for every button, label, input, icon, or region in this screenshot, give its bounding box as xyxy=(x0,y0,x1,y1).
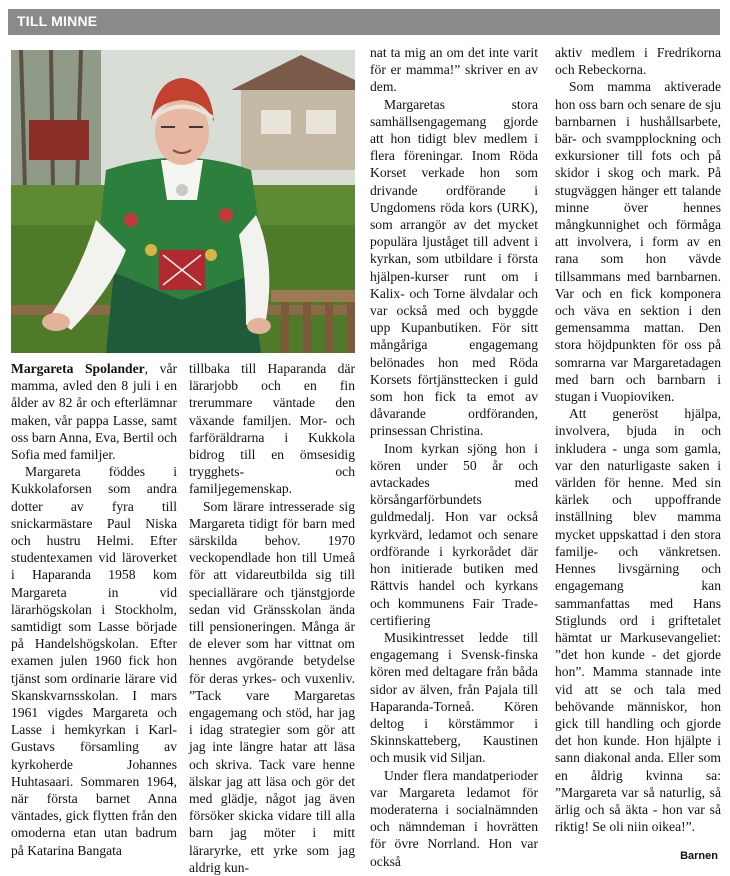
text-column-2 xyxy=(189,360,355,876)
paragraph: aktiv medlem i Fredrikorna och Rebeckorna. xyxy=(555,45,721,78)
paragraph: Under flera mandatperioder var Margareta ledamot för moderaterna i socialnämnden och nämndeman i hovrätten för övre Norrland. Hon var också xyxy=(370,767,538,869)
text-column-4 xyxy=(555,44,721,835)
section-title: TILL MINNE xyxy=(17,13,98,29)
signature: Barnen xyxy=(680,850,718,862)
portrait-illustration xyxy=(11,50,355,353)
paragraph: Som mamma aktiverade hon oss barn och senare de sju barnbarnen i hushållsarbete, bär- och svampplockning och exkursioner till fots och på skidor i skog och mark. På stugväggen hänger ett talande minne över hennes mångkunnighet och förmåga att involvera, i form av en rana som hon vävde tillsammans med barnbarnen. Var och en fick komponera och väva en sektion i den gemensamma mattan. Den stora höjdpunkten för oss på somrarna var Margaretadagen med barn och barnbarn i stugan i Vuopioviken. xyxy=(555,79,721,405)
paragraph: Margareta föddes i Kukkolaforsen som andra dotter av fyra till snickarmästare Paul Niska och hustru Helmi. Efter studentexamen vid läroverket i Haparanda 1958 kom Margareta in vid lärarhögskolan i Stockholm, samtidigt som Lasse började på Handelshögskolan. Efter examen julen 1960 fick hon tjänst som ordinarie lärare vid Skanskvarnsskolan. I mars 1961 vigdes Margareta och Lasse i hemkyrkan i Karl-Gustavs församling av kyrkoherde Johannes Huhtasaari. Sommaren 1964, när första barnet Anna väntades, gick flytten från den omoderna etan utan badrum på Katarina Bangata xyxy=(11,464,177,858)
text-column-3 xyxy=(370,44,538,870)
paragraph: Musikintresset ledde till engagemang i Svensk-finska kören med deltagare från båda sidor av älven, från Pajala till Haparanda-Torneå. Kören deltog i körstämmor i Skinnskatteberg, Kaustinen och musik vid Siljan. xyxy=(370,629,538,766)
deceased-name: Margareta Spolander xyxy=(11,361,145,376)
paragraph: Margaretas stora samhällsengagemang gjorde att hon tidigt blev medlem i flera föreningar. Inom Röda Korset verkade hon som drivande ordförande i Ungdomens röda kors (URK), som arrangör av det mycket populära ljuståget till advent i kyrkan, som utbildare i första hjälpen-kurser runt om i Kalix- och Torne älvdalar och var också med och byggde upp Kupanbutiken. För sitt mångåriga engagemang belönades hon med Röda Korsets förtjänsttecken i guld som hon fick ta emot av dåvarande ordföranden, prinsessan Christina. xyxy=(370,96,538,439)
paragraph-intro xyxy=(11,360,177,463)
paragraph: Inom kyrkan sjöng hon i kören under 50 år och avtackades med körsångarförbundets guldmedalj. Hon var också kyrkvärd, ledamot och senare ordförande i kyrkorådet där hon initierade butiken med Rättvis handel och kyrkans och kommunens Fair Trade-certifiering xyxy=(370,440,538,628)
portrait-photo xyxy=(11,50,355,353)
section-header xyxy=(8,9,720,35)
paragraph: Som lärare intresserade sig Margareta tidigt för barn med särskilda behov. 1970 veckopendlade hon till Umeå för att vidareutbilda sig till speciallärare och tjänstgjorde sedan vid Gränsskolan ända till pensioneringen. Många är de elever som har vittnat om hennes avgörande betydelse för deras yrkes- och vuxenliv. ”Tack vare Margaretas engagemang och stöd, har jag i idag strategier som gör att jag inte längre hatar att läsa och skriva. Tack vare henne älskar jag att läsa och gör det med glädje, något jag även försöker skicka vidare till alla barn jag möter i mitt läraryrke, ett yrke som jag aldrig kun- xyxy=(189,498,355,875)
paragraph: tillbaka till Haparanda där lärarjobb och en fin trerummare väntade den växande familjen. Mor- och farföräldrarna i Kukkola bidrog till en ömsesidig trygghets- och familjegemenskap. xyxy=(189,361,355,497)
paragraph: nat ta mig an om det inte varit för er mamma!” skriver en av dem. xyxy=(370,45,538,95)
text-column-1 xyxy=(11,360,177,859)
intro-text: , vår mamma, avled den 8 juli i en ålder av 82 år och efterlämnar maken, vår pappa Lasse, samt oss barn Anna, Eva, Bertil och Sofia med familjer. xyxy=(11,361,178,463)
paragraph: Att generöst hjälpa, involvera, bjuda in och inkludera - unga som gamla, var den naturligaste saken i världen för henne. Med sin kärlek och uppoffrande inställning blev mamma mycket uppskattad i den stora familje- och vänkretsen. Hennes livsgärning och engagemang kan sammanfattas med Hans Stiglunds ord i griftetalet hämtat ur Markusevangeliet: ”det hon kunde - det gjorde hon”. Mamma stannade inte vid att se och tala med behövande människor, hon gick till handling och gjorde det hon kunde. Hon hjälpte i sann diakonal anda. Eller som en åldrig kvinna sa: ”Margareta var så naturlig, så ärlig och så äkta - hon var så riktig! Se oli niin oikea!”. xyxy=(555,406,721,835)
